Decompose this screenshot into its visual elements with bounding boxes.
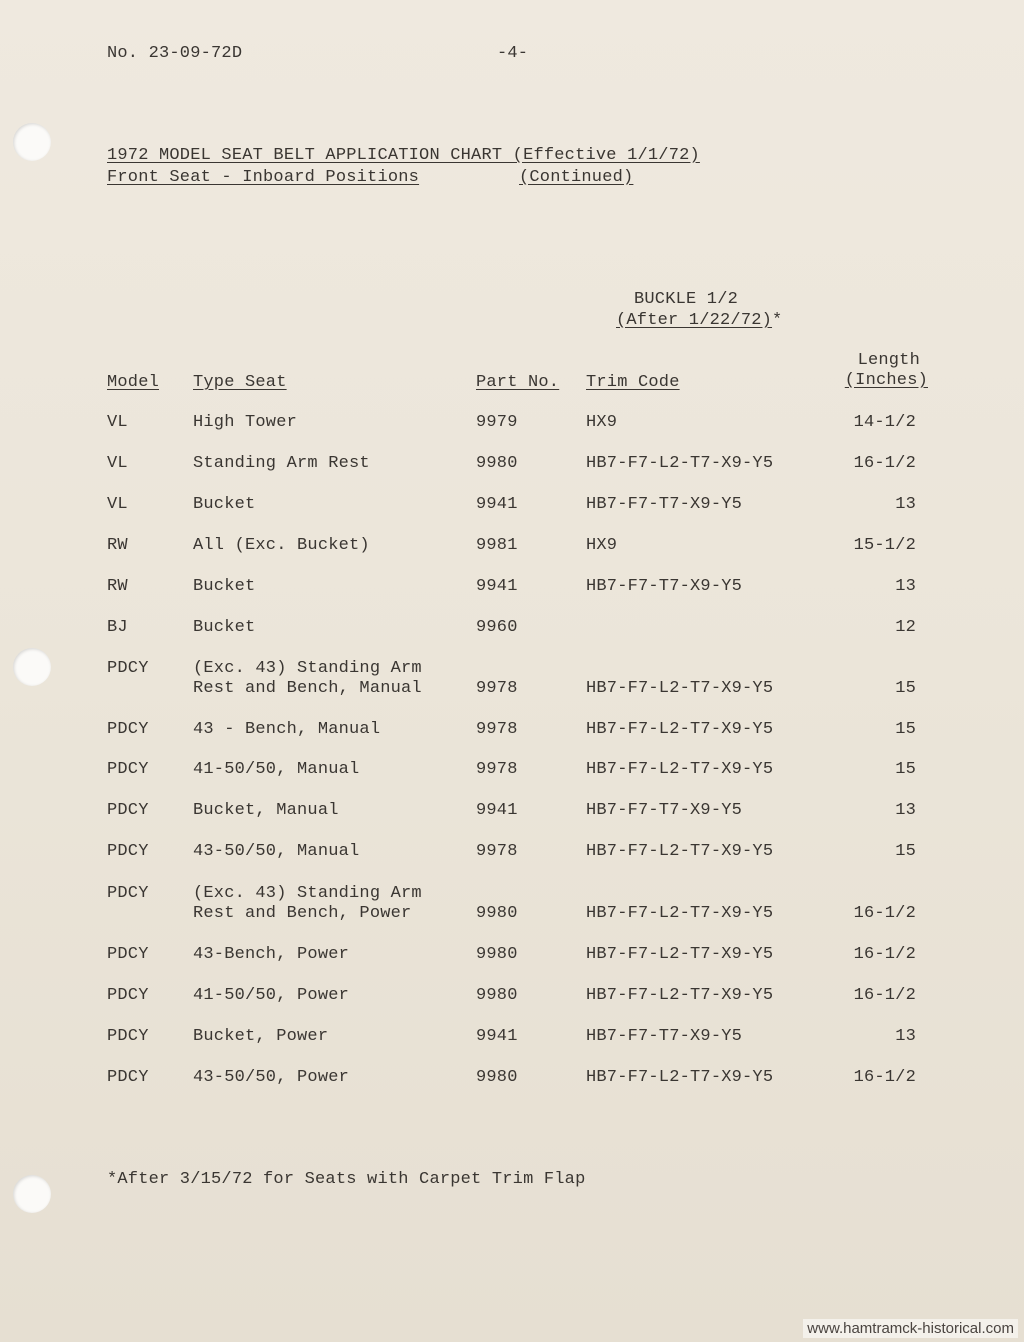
row-length: 13 [895, 801, 916, 820]
row-trim-code: HB7-F7-L2-T7-X9-Y5 [586, 945, 774, 964]
row-length: 15 [895, 760, 916, 779]
chart-title: 1972 MODEL SEAT BELT APPLICATION CHART (Effective 1/1/72) [107, 146, 700, 165]
row-trim-code: HB7-F7-L2-T7-X9-Y5 [586, 679, 774, 698]
col-part-no: Part No. [476, 373, 560, 392]
row-model: VL [107, 413, 128, 432]
buckle-label: BUCKLE 1/2 [634, 290, 739, 309]
row-type-seat: 41-50/50, Manual [193, 760, 360, 779]
row-part-no: 9980 [476, 986, 518, 1005]
row-model: BJ [107, 618, 128, 637]
row-model: PDCY [107, 884, 149, 903]
row-type-seat: (Exc. 43) Standing Arm [193, 659, 422, 678]
row-part-no: 9941 [476, 1027, 518, 1046]
row-model: VL [107, 495, 128, 514]
row-length: 13 [895, 495, 916, 514]
row-trim-code: HB7-F7-T7-X9-Y5 [586, 495, 743, 514]
row-length: 12 [895, 618, 916, 637]
row-model: PDCY [107, 1027, 149, 1046]
row-model: PDCY [107, 842, 149, 861]
col-length-line1: Length [857, 351, 920, 370]
col-length-line2: (Inches) [844, 371, 928, 390]
chart-subtitle: Front Seat - Inboard Positions [107, 168, 420, 187]
row-type-seat: Bucket [193, 495, 256, 514]
row-length: 15-1/2 [853, 536, 916, 555]
row-part-no: 9941 [476, 801, 518, 820]
row-length: 15 [895, 720, 916, 739]
col-type-seat: Type Seat [193, 373, 287, 392]
col-model: Model [107, 373, 160, 392]
watermark: www.hamtramck-historical.com [803, 1319, 1018, 1338]
row-type-seat: 43-Bench, Power [193, 945, 350, 964]
row-part-no: 9981 [476, 536, 518, 555]
row-length: 16-1/2 [853, 986, 916, 1005]
row-length: 16-1/2 [853, 945, 916, 964]
row-length: 16-1/2 [853, 454, 916, 473]
row-trim-code: HX9 [586, 536, 618, 555]
row-model: PDCY [107, 945, 149, 964]
row-length: 13 [895, 1027, 916, 1046]
row-part-no: 9980 [476, 1068, 518, 1087]
row-length: 15 [895, 842, 916, 861]
row-type-seat: Standing Arm Rest [193, 454, 370, 473]
row-type-seat: All (Exc. Bucket) [193, 536, 370, 555]
row-length: 16-1/2 [853, 904, 916, 923]
row-type-seat: 43-50/50, Manual [193, 842, 360, 861]
row-part-no: 9979 [476, 413, 518, 432]
page-number: -4- [497, 44, 529, 63]
row-part-no: 9980 [476, 904, 518, 923]
row-trim-code: HB7-F7-L2-T7-X9-Y5 [586, 842, 774, 861]
row-trim-code: HX9 [586, 413, 618, 432]
row-length: 15 [895, 679, 916, 698]
row-trim-code: HB7-F7-L2-T7-X9-Y5 [586, 760, 774, 779]
row-part-no: 9978 [476, 760, 518, 779]
buckle-date-text: (After 1/22/72) [616, 311, 773, 330]
row-type-seat: Bucket [193, 577, 256, 596]
row-model: PDCY [107, 720, 149, 739]
row-type-seat: 43 - Bench, Manual [193, 720, 381, 739]
buckle-date [616, 311, 782, 330]
row-part-no: 9941 [476, 577, 518, 596]
row-trim-code: HB7-F7-T7-X9-Y5 [586, 577, 743, 596]
row-model: PDCY [107, 659, 149, 678]
row-type-seat: Bucket, Manual [193, 801, 339, 820]
row-model: RW [107, 536, 128, 555]
row-trim-code: HB7-F7-T7-X9-Y5 [586, 801, 743, 820]
punch-hole [13, 1175, 51, 1213]
doc-number: No. 23-09-72D [107, 44, 243, 63]
footnote: *After 3/15/72 for Seats with Carpet Trim Flap [107, 1170, 586, 1189]
row-model: PDCY [107, 760, 149, 779]
chart-continued: (Continued) [519, 168, 634, 187]
row-type-seat-cont: Rest and Bench, Power [193, 904, 412, 923]
row-type-seat: Bucket [193, 618, 256, 637]
row-model: PDCY [107, 801, 149, 820]
row-type-seat-cont: Rest and Bench, Manual [193, 679, 422, 698]
row-part-no: 9978 [476, 720, 518, 739]
row-part-no: 9978 [476, 679, 518, 698]
punch-hole [13, 123, 51, 161]
row-trim-code: HB7-F7-L2-T7-X9-Y5 [586, 904, 774, 923]
row-trim-code: HB7-F7-T7-X9-Y5 [586, 1027, 743, 1046]
punch-hole [13, 648, 51, 686]
row-trim-code: HB7-F7-L2-T7-X9-Y5 [586, 720, 774, 739]
row-part-no: 9978 [476, 842, 518, 861]
row-trim-code: HB7-F7-L2-T7-X9-Y5 [586, 1068, 774, 1087]
row-model: PDCY [107, 986, 149, 1005]
row-length: 13 [895, 577, 916, 596]
row-model: PDCY [107, 1068, 149, 1087]
row-type-seat: Bucket, Power [193, 1027, 329, 1046]
row-type-seat: 43-50/50, Power [193, 1068, 350, 1087]
row-part-no: 9980 [476, 454, 518, 473]
row-trim-code: HB7-F7-L2-T7-X9-Y5 [586, 986, 774, 1005]
row-length: 16-1/2 [853, 1068, 916, 1087]
row-part-no: 9960 [476, 618, 518, 637]
row-part-no: 9980 [476, 945, 518, 964]
row-type-seat: (Exc. 43) Standing Arm [193, 884, 422, 903]
row-type-seat: High Tower [193, 413, 298, 432]
row-model: VL [107, 454, 128, 473]
col-trim-code: Trim Code [586, 373, 680, 392]
row-trim-code: HB7-F7-L2-T7-X9-Y5 [586, 454, 774, 473]
row-model: RW [107, 577, 128, 596]
row-length: 14-1/2 [853, 413, 916, 432]
row-part-no: 9941 [476, 495, 518, 514]
buckle-asterisk: * [772, 311, 783, 330]
row-type-seat: 41-50/50, Power [193, 986, 350, 1005]
